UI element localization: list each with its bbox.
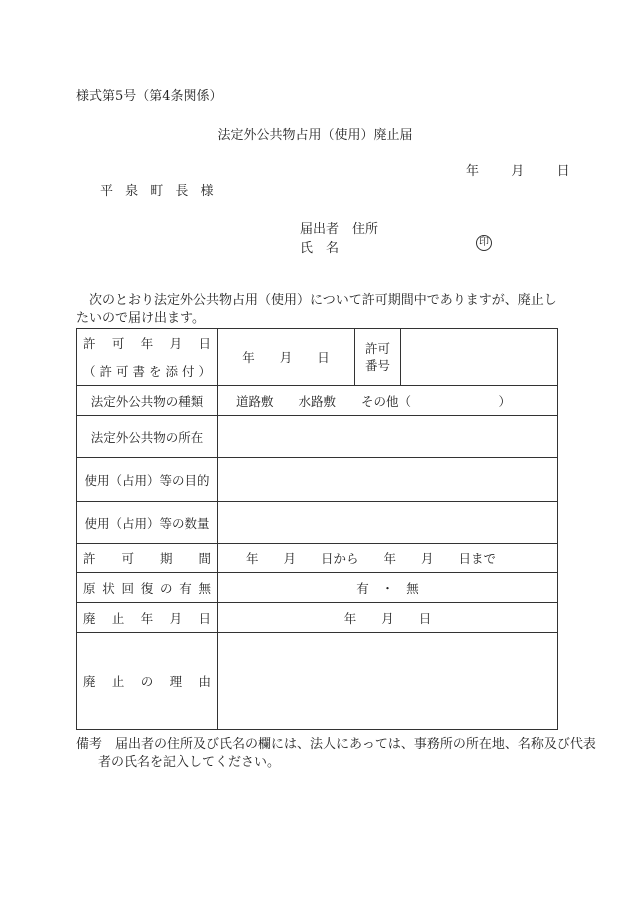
restore-value: 有 ・ 無 xyxy=(356,580,419,596)
seal-mark: 印 xyxy=(476,235,492,251)
permit-date-value: 年 月 日 xyxy=(242,350,330,365)
intro-text: 次のとおり法定外公共物占用（使用）について許可期間中でありますが、廃止したいので届け出ます。 xyxy=(76,293,557,326)
table-row xyxy=(77,502,558,544)
applicant-name-label: 氏 名 xyxy=(300,241,340,256)
location-field[interactable] xyxy=(218,416,558,458)
purpose-label: 使用（占用）等の目的 xyxy=(77,458,218,502)
abolish-date-label: 廃 止 年 月 日 xyxy=(77,603,218,633)
period-field[interactable] xyxy=(218,544,558,573)
restore-label: 原状回復の有無 xyxy=(77,573,218,603)
table-row xyxy=(77,329,558,386)
table-row xyxy=(77,603,558,633)
type-label: 法定外公共物の種類 xyxy=(77,386,218,416)
period-label: 許 可 期 間 xyxy=(77,544,218,573)
abolish-date-field[interactable] xyxy=(218,603,558,633)
purpose-field[interactable] xyxy=(218,458,558,502)
notification-form-table xyxy=(76,328,558,730)
remarks-line-2: 者の氏名を記入してください。 xyxy=(98,755,281,770)
table-row xyxy=(77,416,558,458)
permit-number-label-2: 番号 xyxy=(364,358,390,373)
table-row xyxy=(77,458,558,502)
date-month-label: 月 xyxy=(511,164,525,179)
permit-date-label-cell xyxy=(77,329,218,386)
table-row xyxy=(77,573,558,603)
form-number-label: 様式第5号（第4条関係） xyxy=(76,89,223,104)
remarks-line-1: 備考 届出者の住所及び氏名の欄には、法人にあっては、事務所の所在地、名称及び代表 xyxy=(76,737,596,752)
period-value: 年 月 日から 年 月 日まで xyxy=(246,551,497,566)
submission-date xyxy=(466,160,570,179)
reason-field[interactable] xyxy=(218,633,558,730)
permit-date-label: 許 可 年 月 日 xyxy=(83,336,211,351)
permit-date-field[interactable] xyxy=(218,329,355,386)
table-row xyxy=(77,386,558,416)
table-row xyxy=(77,544,558,573)
permit-number-field[interactable] xyxy=(401,329,558,386)
date-year-label: 年 xyxy=(466,164,480,179)
table-row xyxy=(77,633,558,730)
location-label: 法定外公共物の所在 xyxy=(77,416,218,458)
type-options: 道路敷 水路敷 その他（ ） xyxy=(236,393,512,409)
applicant-address-label: 届出者 住所 xyxy=(300,222,379,237)
addressee: 平 泉 町 長 様 xyxy=(100,184,218,199)
quantity-label: 使用（占用）等の数量 xyxy=(77,502,218,544)
quantity-field[interactable] xyxy=(218,502,558,544)
date-day-label: 日 xyxy=(556,164,570,179)
restore-field[interactable] xyxy=(218,573,558,603)
type-options-field[interactable] xyxy=(218,386,558,416)
reason-label: 廃 止 の 理 由 xyxy=(77,633,218,730)
permit-number-label-cell xyxy=(355,329,401,386)
document-title: 法定外公共物占用（使用）廃止届 xyxy=(217,128,413,143)
permit-number-label-1: 許可 xyxy=(364,341,390,356)
permit-attach-label: （許可書を添付） xyxy=(83,364,211,379)
abolish-date-value: 年 月 日 xyxy=(343,610,432,626)
